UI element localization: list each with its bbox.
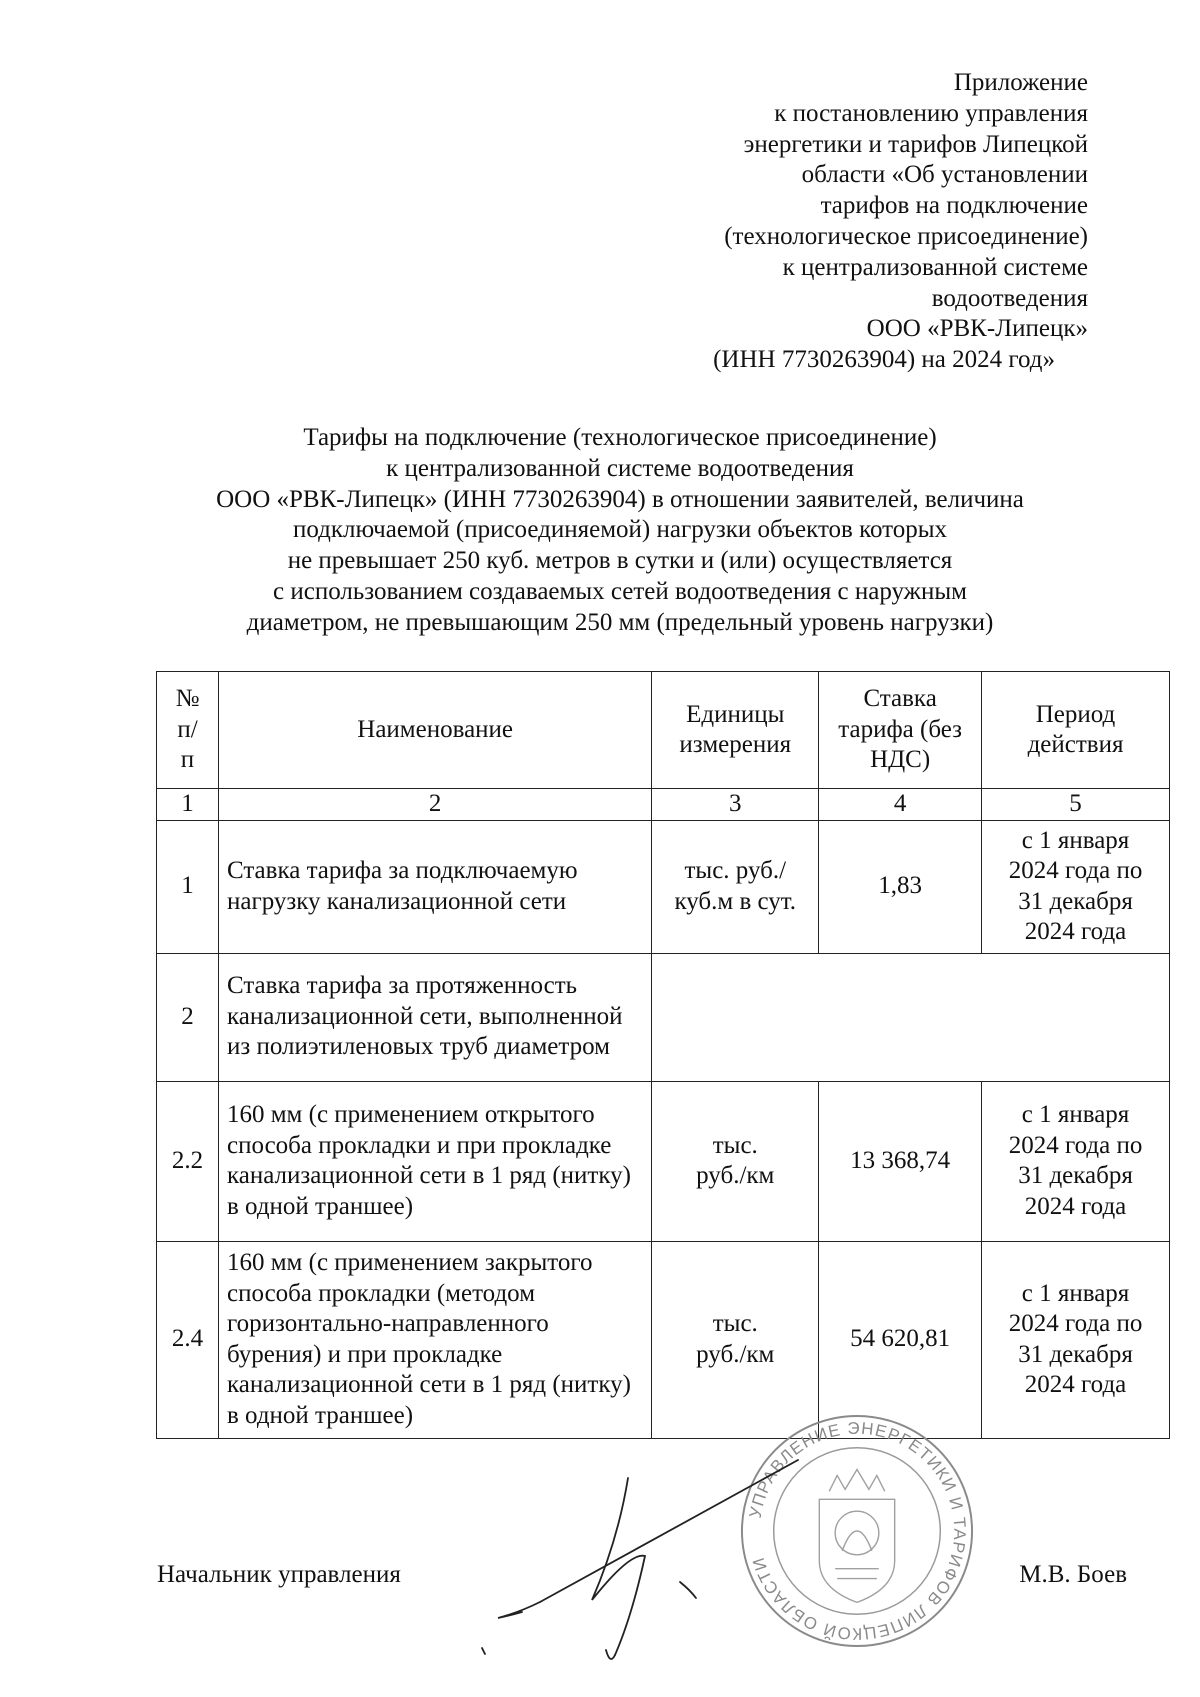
- title-line: Тарифы на подключение (технологическое присоединение): [303, 424, 937, 451]
- signer-name: М.В. Боев: [1019, 1561, 1127, 1588]
- title-line: подключаемой (присоединяемой) нагрузки объектов которых: [292, 516, 948, 544]
- row-num: 2: [157, 953, 219, 1081]
- table-header-row: [157, 672, 1170, 789]
- title-line: к централизованной системе водоотведения: [386, 454, 854, 482]
- table-row: [157, 1241, 1170, 1438]
- row-rate: 13 368,74: [819, 1081, 982, 1241]
- row-name: Ставка тарифа за подключаемую нагрузку канализационной сети: [218, 820, 651, 953]
- appendix-header: [713, 68, 1088, 376]
- row-unit: тыс. руб./км: [652, 1241, 819, 1438]
- signer-position: Начальник управления: [157, 1561, 401, 1588]
- row-period: с 1 января 2024 года по 31 декабря 2024 года: [982, 820, 1170, 953]
- title-line: ООО «РВК-Липецк» (ИНН 7730263904) в отношении заявителей, величина: [216, 485, 1024, 513]
- row-num: 2.4: [157, 1241, 219, 1438]
- row-unit: тыс. руб./км: [652, 1081, 819, 1241]
- appendix-line: к централизованной системе: [782, 253, 1088, 281]
- handwritten-signature: [480, 1440, 810, 1697]
- table-row: [157, 1081, 1170, 1241]
- index-cell: 5: [982, 789, 1170, 821]
- row-rate: 1,83: [819, 820, 982, 953]
- column-index-row: [157, 789, 1170, 821]
- document-title: [160, 423, 1080, 639]
- header-num: № п/п: [157, 672, 219, 789]
- header-period: Период действия: [982, 672, 1170, 789]
- index-cell: 4: [819, 789, 982, 821]
- row-name: 160 мм (с применением открытого способа прокладки и при прокладке канализационной сети в 1 ряд (нитку) в одной траншее): [218, 1081, 651, 1241]
- row-num: 2.2: [157, 1081, 219, 1241]
- title-line: с использованием создаваемых сетей водоотведения с наружным: [273, 577, 967, 605]
- row-rate: 54 620,81: [819, 1241, 982, 1438]
- table-row: [157, 820, 1170, 953]
- header-name: Наименование: [218, 672, 651, 789]
- appendix-line: водоотведения: [931, 284, 1088, 312]
- appendix-line: Приложение: [953, 69, 1088, 96]
- appendix-line: тарифов на подключение: [820, 192, 1088, 220]
- header-rate: Ставка тарифа (без НДС): [819, 672, 982, 789]
- appendix-line: энергетики и тарифов Липецкой: [743, 130, 1088, 158]
- row-period: с 1 января 2024 года по 31 декабря 2024 года: [982, 1081, 1170, 1241]
- seal-ring-text: УПРАВЛЕНИЕ ЭНЕРГЕТИКИ И ТАРИФОВ ЛИПЕЦКОЙ ОБЛАСТИ: [745, 1418, 970, 1644]
- appendix-line: области «Об установлении: [801, 161, 1088, 189]
- index-cell: 3: [652, 789, 819, 821]
- row-name: Ставка тарифа за протяженность канализационной сети, выполненной из полиэтиленовых труб диаметром: [218, 953, 651, 1081]
- appendix-line: (технологическое присоединение): [724, 222, 1088, 250]
- appendix-line: ООО «РВК-Липецк»: [866, 315, 1088, 343]
- row-num: 1: [157, 820, 219, 953]
- tariff-table: [156, 671, 1170, 1439]
- index-cell: 1: [157, 789, 219, 821]
- appendix-line: к постановлению управления: [774, 99, 1088, 127]
- index-cell: 2: [218, 789, 651, 821]
- row-empty-span: [652, 953, 1170, 1081]
- title-line: не превышает 250 куб. метров в сутки и (или) осуществляется: [287, 547, 953, 575]
- row-period: с 1 января 2024 года по 31 декабря 2024 года: [982, 1241, 1170, 1438]
- appendix-line: (ИНН 7730263904) на 2024 год»: [713, 346, 1055, 374]
- row-unit: тыс. руб./ куб.м в сут.: [652, 820, 819, 953]
- title-line: диаметром, не превышающим 250 мм (предельный уровень нагрузки): [246, 608, 994, 636]
- header-unit: Единицы измерения: [652, 672, 819, 789]
- row-name: 160 мм (с применением закрытого способа прокладки (методом горизонтально-направленного бурения) и при прокладке канализационной сети в 1 ряд (нитку) в одной траншее): [218, 1241, 651, 1438]
- table-row: [157, 953, 1170, 1081]
